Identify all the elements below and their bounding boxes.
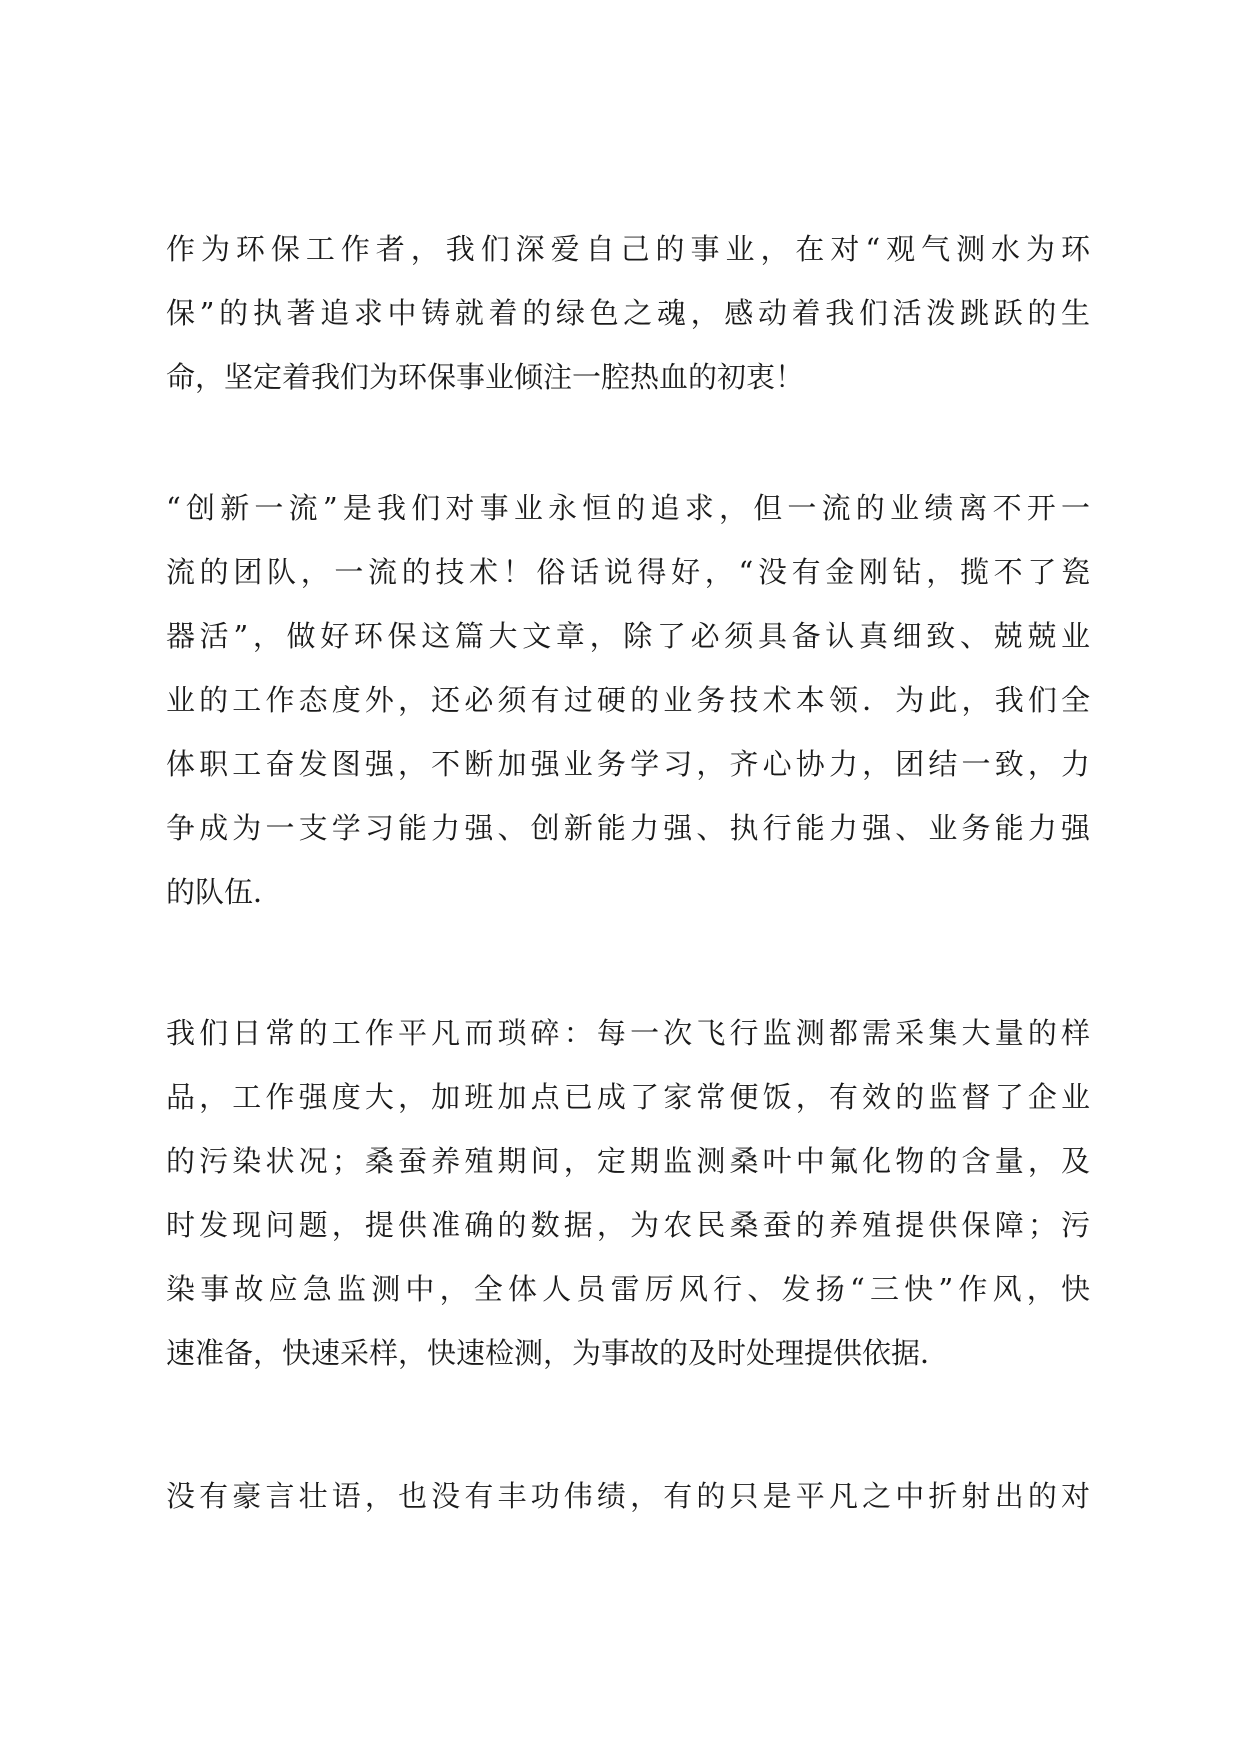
paragraph-4 (166, 1464, 1090, 1528)
paragraph-line: 器活”，做好环保这篇大文章，除了必须具备认真细致、兢兢业 (166, 619, 1090, 653)
paragraph-line: 速准备，快速采样，快速检测，为事故的及时处理提供依据． (166, 1336, 950, 1370)
paragraph-3 (166, 1001, 1090, 1385)
paragraph-line: 没有豪言壮语，也没有丰功伟绩，有的只是平凡之中折射出的对 (166, 1479, 1090, 1513)
paragraph-2 (166, 476, 1090, 924)
paragraph-1 (166, 217, 1090, 409)
paragraph-line: 的队伍． (166, 875, 283, 909)
paragraph-line: 品，工作强度大，加班加点已成了家常便饭，有效的监督了企业 (166, 1080, 1090, 1114)
paragraph-line: 作为环保工作者，我们深爱自己的事业，在对“观气测水为环 (166, 232, 1090, 266)
paragraph-line: “创新一流”是我们对事业永恒的追求，但一流的业绩离不开一 (166, 491, 1090, 525)
paragraph-line: 业的工作态度外，还必须有过硬的业务技术本领．为此，我们全 (166, 683, 1090, 717)
paragraph-line: 保”的执著追求中铸就着的绿色之魂，感动着我们活泼跳跃的生 (166, 296, 1090, 330)
paragraph-line: 的污染状况；桑蚕养殖期间，定期监测桑叶中氟化物的含量，及 (166, 1144, 1090, 1178)
paragraph-line: 体职工奋发图强，不断加强业务学习，齐心协力，团结一致，力 (166, 747, 1090, 781)
paragraph-line: 争成为一支学习能力强、创新能力强、执行能力强、业务能力强 (166, 811, 1090, 845)
paragraph-line: 染事故应急监测中，全体人员雷厉风行、发扬“三快”作风，快 (166, 1272, 1090, 1306)
paragraph-line: 时发现问题，提供准确的数据，为农民桑蚕的养殖提供保障；污 (166, 1208, 1090, 1242)
paragraph-line: 流的团队，一流的技术！俗话说得好，“没有金刚钻，揽不了瓷 (166, 555, 1090, 589)
paragraph-line: 我们日常的工作平凡而琐碎：每一次飞行监测都需采集大量的样 (166, 1016, 1090, 1050)
paragraph-line: 命，坚定着我们为环保事业倾注一腔热血的初衷！ (166, 360, 805, 394)
